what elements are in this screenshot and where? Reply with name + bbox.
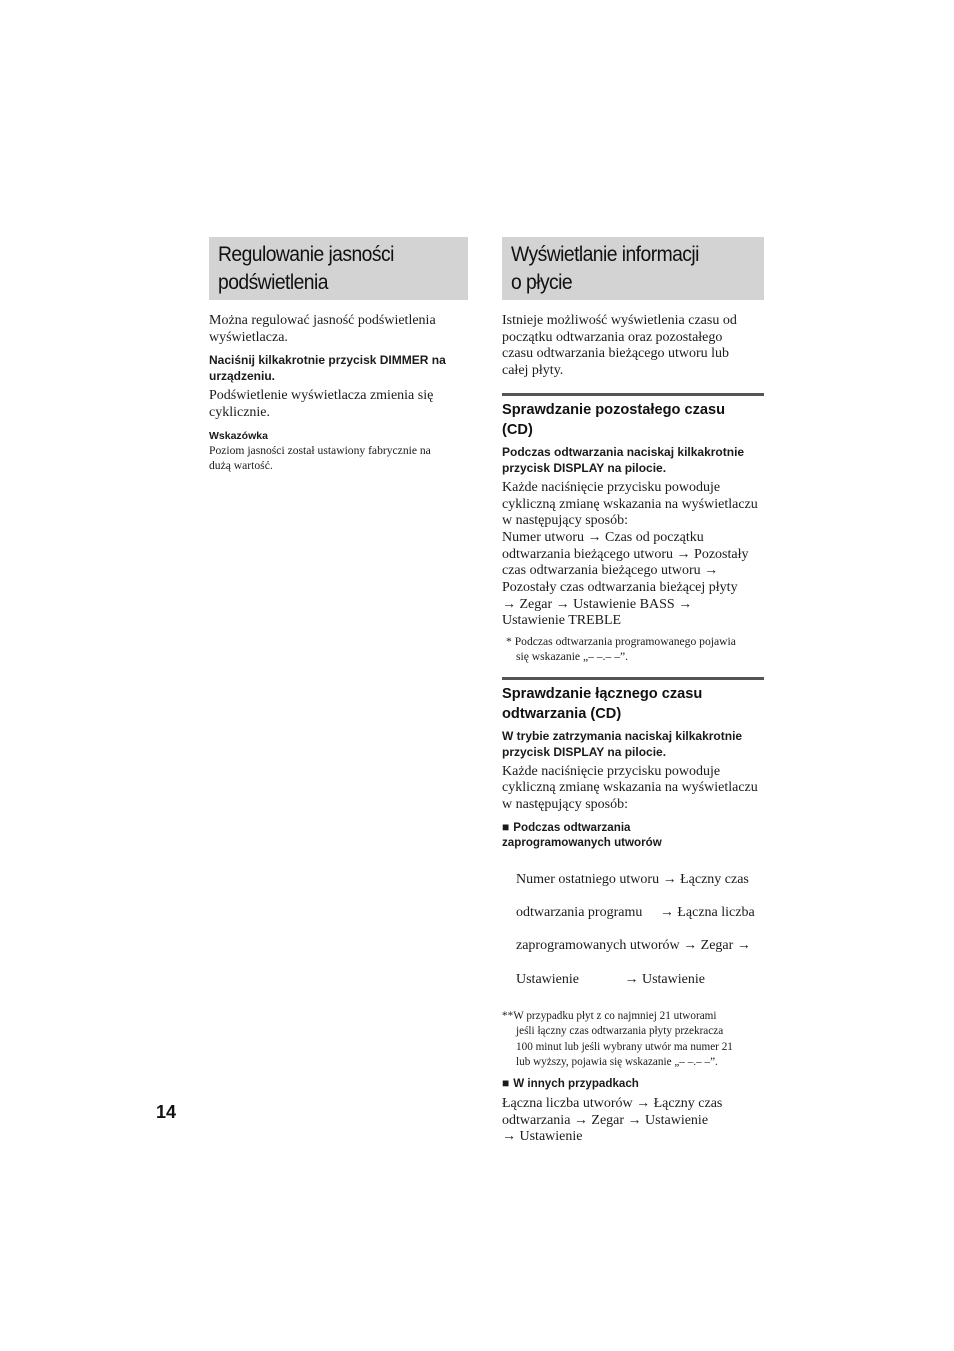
section-title-brightness bbox=[209, 237, 468, 300]
case-heading-programmed: ■ Podczas odtwarzania zaprogramowanych utworów bbox=[502, 820, 764, 851]
instruction-text: W trybie zatrzymania naciskaj kilkakrotnie przycisk DISPLAY na pilocie. bbox=[502, 728, 743, 759]
instruction-text: Naciśnij kilkakrotnie przycisk DIMMER na urządzeniu. bbox=[209, 353, 446, 384]
subheading-remaining-time: Sprawdzanie pozostałego czasu (CD) bbox=[502, 393, 764, 440]
result-text: Podświetlenie wyświetlacza zmienia się cyklicznie. bbox=[209, 388, 434, 421]
section-title-disc-info bbox=[502, 237, 764, 300]
tip-label: Wskazówka bbox=[209, 429, 268, 442]
title-line: o płycie bbox=[511, 271, 573, 294]
intro-text: Istnieje możliwość wyświetlenia czasu od początku odtwarzania oraz pozostałego czasu odtwarzania bieżącego utworu lub całej płyty. bbox=[502, 313, 737, 379]
display-sequence-text: Numer ostatniego utworu → Łączny czas odtwarzania programu → Łączna liczba zaprogramowanych utworów → Zegar → Ustawienie → Ustawienie bbox=[516, 871, 755, 987]
square-bullet-icon bbox=[502, 1077, 513, 1090]
section-disc-info bbox=[502, 237, 764, 1146]
section-brightness bbox=[209, 237, 468, 473]
tip-text: Poziom jasności został ustawiony fabrycznie na dużą wartość. bbox=[209, 443, 431, 473]
footnote: * Podczas odtwarzania programowanego pojawia się wskazanie „– –.– –”. bbox=[506, 635, 736, 664]
title-line: Regulowanie jasności bbox=[218, 243, 394, 266]
square-bullet-icon bbox=[502, 821, 513, 834]
title-line: podświetlenia bbox=[218, 271, 328, 294]
case-heading-other: ■ W innych przypadkach bbox=[502, 1076, 764, 1092]
subheading-total-time: Sprawdzanie łącznego czasu odtwarzania (CD) bbox=[502, 677, 764, 724]
body-text: Każde naciśnięcie przycisku powoduje cykliczną zmianę wskazania na wyświetlaczu w następujący sposób: bbox=[502, 763, 758, 813]
instruction-text: Podczas odtwarzania naciskaj kilkakrotnie przycisk DISPLAY na pilocie. bbox=[502, 444, 745, 475]
intro-text: Można regulować jasność podświetlenia wyświetlacza. bbox=[209, 313, 436, 345]
footnote: **W przypadku płyt z co najmniej 21 utworami jeśli łączny czas odtwarzania płyty przekracza 100 minut lub jeśli wybrany utwór ma numer 21 lub wyższy, pojawia się wskazanie „– –.– –”. bbox=[502, 1010, 733, 1069]
display-sequence-text: Łączna liczba utworów → Łączny czas odtwarzania → Zegar → Ustawienie → Ustawienie bbox=[502, 1095, 723, 1145]
title-line: Wyświetlanie informacji bbox=[511, 243, 699, 266]
display-sequence-text: Każde naciśnięcie przycisku powoduje cykliczną zmianę wskazania na wyświetlaczu w następujący sposób: Numer utworu → Czas od początku odtwarzania bieżącego utworu → Pozostały czas odtwarzania bieżącego utworu → Pozostały czas odtwarzania bieżącej płyty → Zegar → Ustawienie BASS → Ustawienie TREBLE bbox=[502, 479, 758, 629]
page-number: 14 bbox=[156, 1102, 177, 1122]
